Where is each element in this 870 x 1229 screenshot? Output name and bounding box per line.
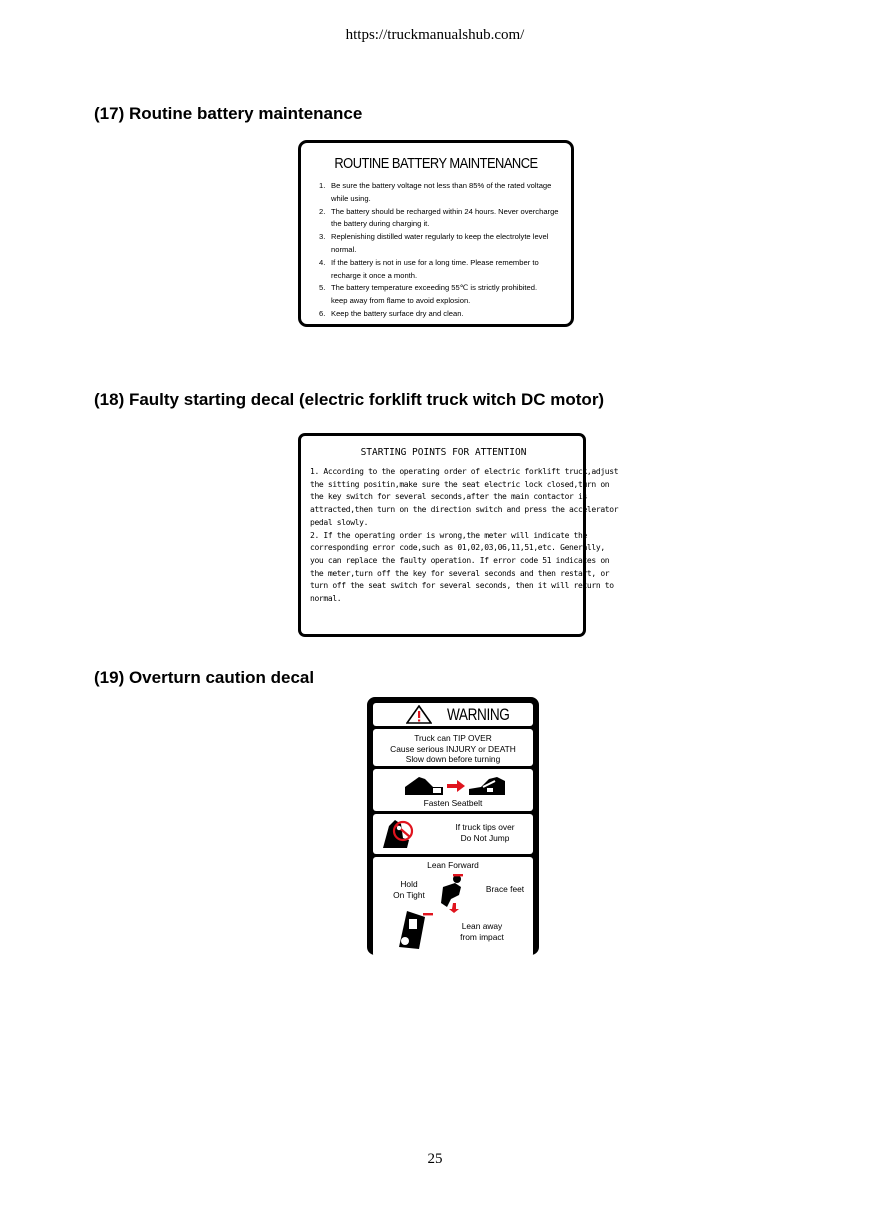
lean-forward-text: Lean Forward: [427, 860, 479, 870]
list-item: 2. The battery should be recharged within 24 hours. Never overcharge the battery during charging it.: [319, 206, 559, 229]
tip-line: Truck can TIP OVER: [414, 733, 492, 743]
decal-text-line: 2. If the operating order is wrong,the meter will indicate the: [310, 530, 587, 540]
tip-over-panel: [373, 729, 533, 766]
seatbelt-panel: [373, 769, 533, 811]
section-heading-18: (18) Faulty starting decal (electric forklift truck witch DC motor): [94, 390, 605, 409]
tip-line: Slow down before turning: [405, 754, 501, 765]
warning-triangle-icon: [406, 705, 432, 724]
battery-decal-title: ROUTINE BATTERY MAINTENANCE: [334, 155, 538, 172]
lean-away-text: Lean away from impact: [460, 921, 504, 942]
list-item: 6. Keep the battery surface dry and clean.: [319, 308, 464, 318]
decal-text-line: the key switch for several seconds,after the main contactor is: [310, 492, 587, 502]
page-number: 25: [427, 1151, 443, 1167]
hold-text: Hold On Tight: [393, 879, 425, 900]
arrow-right-icon: [447, 780, 465, 792]
battery-maintenance-decal: [298, 140, 574, 327]
overturn-warning-decal: [367, 697, 539, 955]
starting-points-decal: [298, 433, 619, 637]
decal-text-line: the meter,turn off the key for several seconds and then restart, or: [310, 568, 610, 578]
decal-text-line: 1. According to the operating order of electric forklift truck,adjust: [310, 467, 619, 476]
operator-brace-icon: [437, 873, 471, 913]
decal-text-line: pedal slowly.: [310, 517, 369, 527]
no-jump-icon: [379, 818, 417, 850]
list-item: 3. Replenishing distilled water regularly to keep the electrolyte level normal.: [319, 232, 549, 254]
source-url: https://truckmanualshub.com/: [345, 27, 525, 43]
battery-decal-list: [311, 180, 561, 321]
no-jump-panel: [373, 814, 533, 854]
starting-decal-title: STARTING POINTS FOR ATTENTION: [360, 447, 527, 458]
tip-line: Cause serious INJURY or DEATH: [390, 743, 516, 754]
section-heading-17: (17) Routine battery maintenance: [94, 104, 363, 123]
list-item: 5. The battery temperature exceeding 55℃ is strictly prohibited. keep away from flame to avoid explosion.: [319, 283, 538, 306]
decal-text-line: normal.: [310, 594, 342, 604]
list-item: 1. Be sure the battery voltage not less than 85% of the rated voltage while using.: [319, 181, 552, 203]
section-heading-19: (19) Overturn caution decal: [94, 668, 315, 687]
tipped-truck-icon: [395, 907, 437, 953]
lean-panel: [373, 857, 533, 957]
warning-header-panel: [373, 703, 533, 726]
brace-feet-text: Brace feet: [485, 884, 525, 894]
list-item: 4. If the battery is not in use for a long time. Please remember to recharge it once a month.: [319, 257, 539, 280]
decal-text-line: turn off the seat switch for several seconds, then it will return to: [310, 581, 614, 591]
warning-title: WARNING: [447, 705, 510, 724]
decal-text-line: the sitting positin,make sure the seat electric lock closed,turn on: [310, 479, 610, 489]
decal-text-line: you can replace the faulty operation. If error code 51 indicates on: [310, 555, 610, 565]
seatbelt-icon: [403, 773, 509, 797]
decal-text-line: attracted,then turn on the direction switch and press the accelerator: [310, 505, 619, 515]
no-jump-text: If truck tips over Do Not Jump: [455, 822, 515, 843]
decal-text-line: corresponding error code,such as 01,02,03,06,11,51,etc. Generally,: [310, 543, 605, 553]
seatbelt-caption: Fasten Seatbelt: [423, 798, 483, 808]
